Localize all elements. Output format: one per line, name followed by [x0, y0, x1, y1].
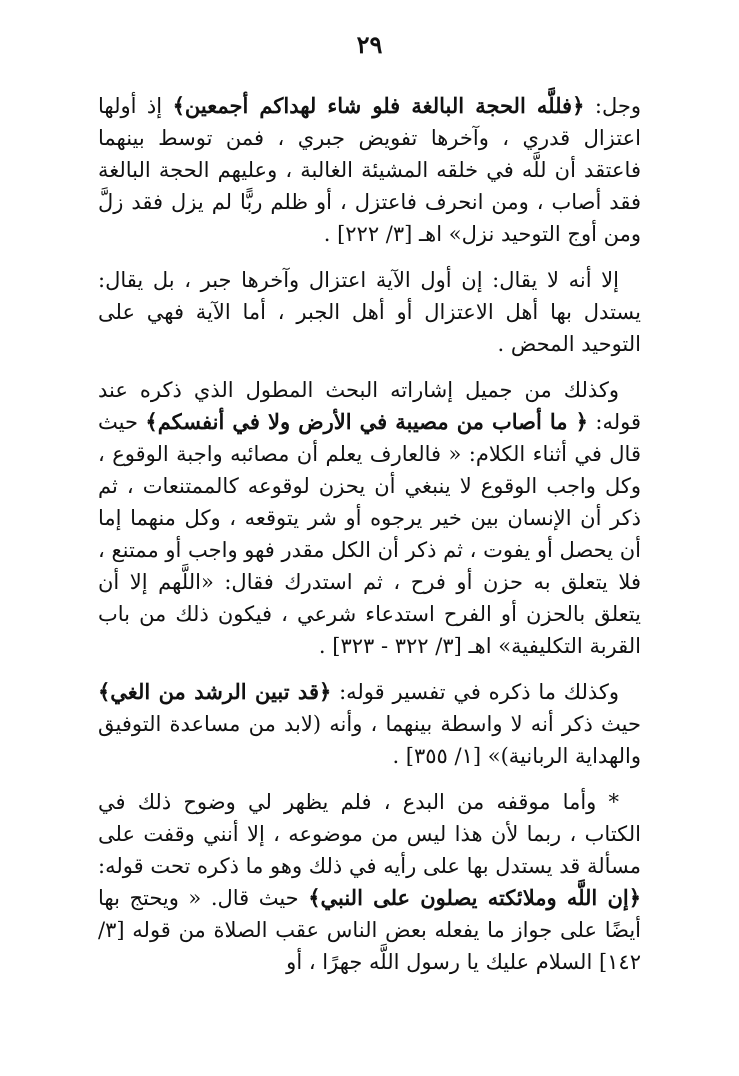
text-segment: إلا أنه لا يقال: إن أول الآية اعتزال وآخرها جبر ، بل يقال: يستدل بها أهل الاعتزال أو أهل الجبر ، أما الآية فهي على التوحيد المحض .: [98, 268, 641, 356]
text-segment: حيث قال. « ويحتج بها أيضًا على جواز ما يفعله بعض الناس عقب الصلاة من قوله [٣/ ١٤٢] السلام عليك يا رسول اللَّه جهرًا ، أو: [98, 886, 641, 974]
text-segment: وجل:: [584, 94, 641, 118]
paragraph-p4: [98, 676, 641, 772]
quran-quote: ﴿إن اللَّه وملائكته يصلون على النبي﴾: [308, 885, 642, 910]
text-segment: وكذلك ما ذكره في تفسير قوله:: [331, 680, 620, 704]
paragraph-p3: [98, 374, 641, 662]
quran-quote: ﴿ ما أصاب من مصيبة في الأرض ولا في أنفسكم﴾: [145, 409, 588, 434]
paragraph-p2: [98, 264, 641, 360]
quran-quote: ﴿فللَّه الحجة البالغة فلو شاء لهداكم أجمعين﴾: [172, 93, 585, 118]
page-body: [98, 90, 641, 992]
text-segment: * وأما موقفه من البدع ، فلم يظهر لي وضوح ذلك في الكتاب ، ربما لأن هذا ليس من موضوعه ، إلا أنني وقفت على مسألة قد يستدل بها على رأيه في ذلك وهو ما ذكره تحت قوله:: [98, 790, 641, 878]
text-segment: حيث قال في أثناء الكلام: « فالعارف يعلم أن مصائبه واجبة الوقوع ، وكل واجب الوقوع لا ينبغي أن يحزن لوقوعه كالممتنعات ، ثم ذكر أن الإنسان بين خير يرجوه أو شر يتوقعه ، وكل منهما إما أن يحصل أو يفوت ، ثم ذكر أن الكل مقدر فهو واجب أو ممتنع ، فلا يتعلق به حزن أو فرح ، ثم استدرك فقال: «اللَّهم إلا أن يتعلق بالحزن أو الفرح استدعاء شرعي ، فيكون ذلك من باب القربة التكليفية» اهـ [٣/ ٣٢٢ - ٣٢٣] .: [98, 410, 641, 658]
quran-quote: ﴿قد تبين الرشد من الغي﴾: [98, 679, 332, 704]
paragraph-p5: [98, 786, 641, 978]
text-segment: حيث ذكر أنه لا واسطة بينهما ، وأنه (لابد من مساعدة التوفيق والهداية الربانية)» [١/ ٣٥٥] .: [98, 712, 641, 768]
text-segment: إذ أولها اعتزال قدري ، وآخرها تفويض جبري ، فمن توسط بينهما فاعتقد أن للَّه في خلقه المشيئة الغالبة ، وعليهم الحجة البالغة فقد أصاب ، ومن انحرف فاعتزل ، أو ظلم ربًّا لم يزل فقد زلَّ ومن أوج التوحيد نزل» اهـ [٣/ ٢٢٢] .: [98, 94, 641, 246]
text-segment: وكذلك من جميل إشاراته البحث المطول الذي ذكره عند قوله:: [98, 378, 641, 434]
paragraph-p1: [98, 90, 641, 250]
page-number: ٢٩: [356, 30, 383, 59]
